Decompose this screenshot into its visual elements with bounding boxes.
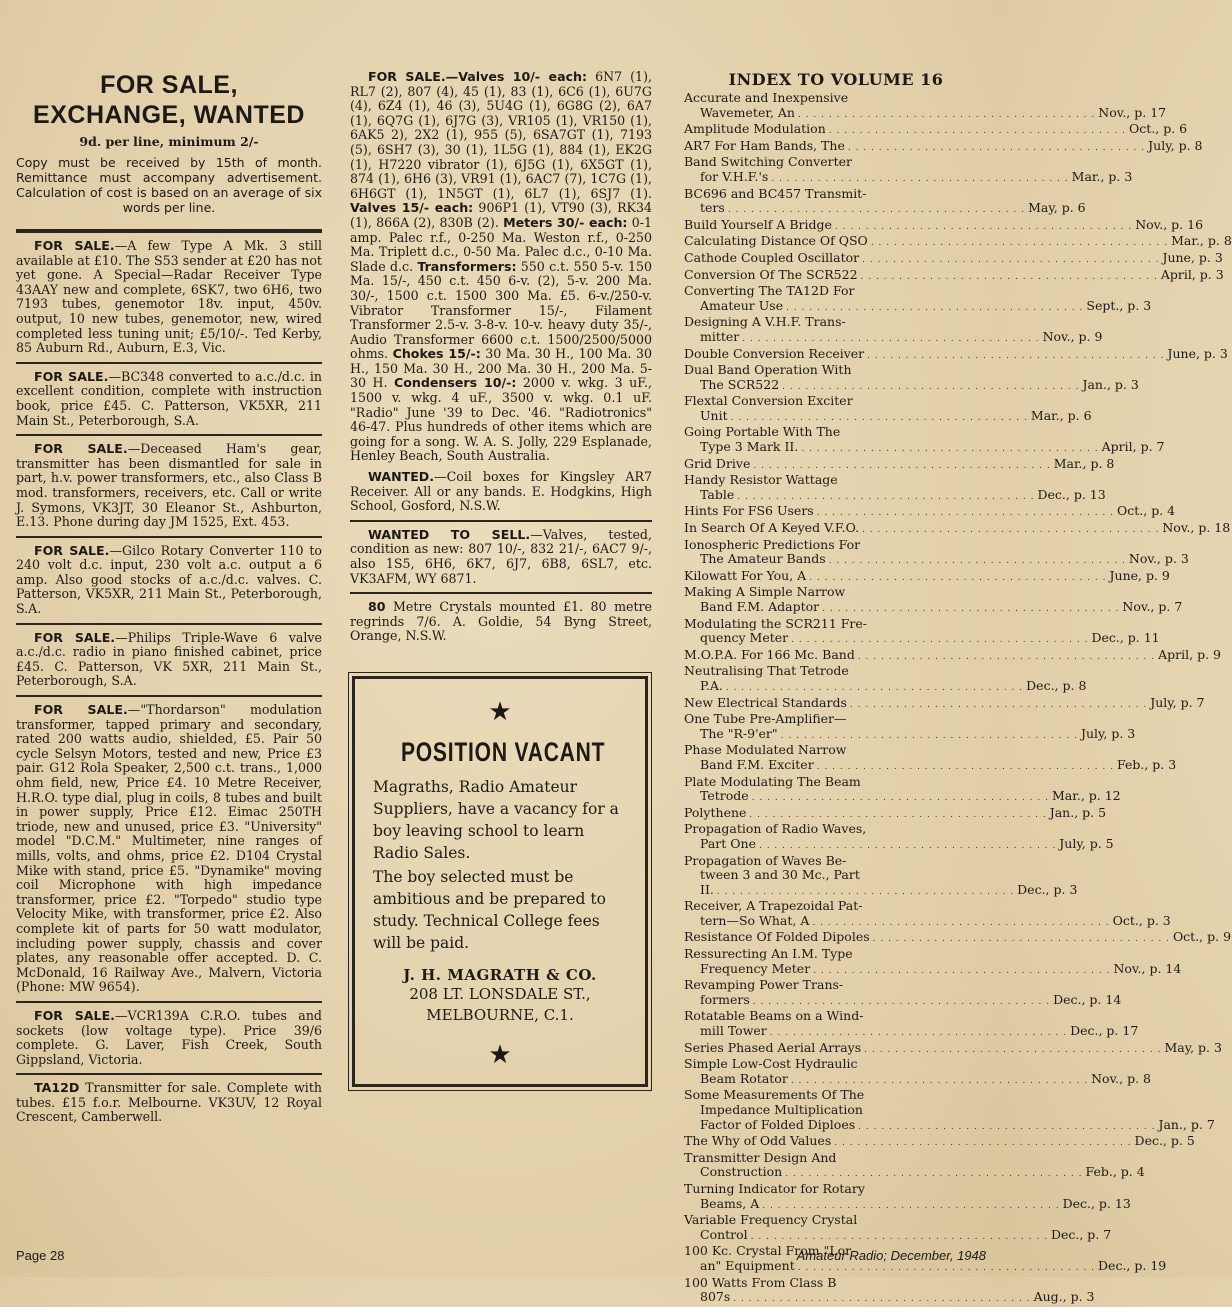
star-icon: ★: [488, 1039, 512, 1070]
classified-ad: [350, 470, 652, 520]
classified-ad: [16, 623, 322, 695]
company-address-2: MELBOURNE, C.1.: [426, 1005, 574, 1024]
ad-text: —VCR139A C.R.O. tubes and sockets (low voltage type). Price 39/6 complete. G. Laver, Fish Creek, South Gippsland, Victoria.: [16, 1007, 322, 1067]
entry-ref: Dec., p. 3: [1017, 881, 1078, 897]
heading-line-1: FOR SALE,: [100, 71, 238, 99]
classified-ad: [16, 1001, 322, 1073]
entry-title: The "R-9'er": [700, 725, 778, 741]
entry-ref: Jan., p. 3: [1082, 376, 1139, 392]
entry-title: The Amateur Bands: [700, 551, 826, 567]
entry-title: an" Equipment: [700, 1257, 795, 1273]
ad-text: —"Thordarson" modulation transformer, tapped primary and secondary, rated 200 watts audio, shielded, £5. Pair 50 cycle Selsyn Motors, tested and new, Price £3 pair. G12 Rola Speaker, 2,500 c.t. trans., 1,000 ohm field, new, Price £4. 10 Metre Receiver, H.R.O. type dial, plug in coils, 8 tubes and built in power supply, Price £12. Eimac 250TH triode, new and unused, price £3. "University" model "D.C.M." Multimeter, nine ranges of mills, volts, and ohms, price £2. D104 Crystal Mike with stand, price £5. "Dynamike" moving coil Microphone with high impedance transformer, price £2. "Torpedo" studio type Velocity Mike, with transformer, price £2. Also complete kit of parts for 50 watt modulator, including power supply, chassis and cover plates, any reasonable offer accepted. D. C. McDonald, 16 Railway Ave., Malvern, Victoria (Phone: MW 9654).: [16, 702, 322, 995]
entry-title: Band Switching Converter: [684, 154, 852, 170]
index-entry: [684, 283, 1152, 315]
leader-dots: [817, 506, 1114, 521]
index-entry: [684, 121, 1188, 139]
entry-title: Dual Band Operation With: [684, 362, 852, 378]
ad-lead: TA12D: [34, 1080, 80, 1096]
index-entry: [684, 362, 1139, 394]
entry-title: Designing A V.H.F. Trans-: [684, 314, 846, 330]
leader-dots: [791, 1074, 1088, 1089]
company-address-1: 208 LT. LONSDALE ST.,: [409, 984, 591, 1003]
classified-ad: [350, 520, 652, 592]
index-entry: [684, 345, 1228, 364]
leader-dots: [858, 1120, 1155, 1135]
entry-ref: Nov., p. 17: [1098, 104, 1167, 120]
entry-title: Grid Drive: [684, 455, 751, 471]
entry-title: Impedance Multiplication: [700, 1102, 863, 1117]
leader-dots: [834, 1136, 1131, 1151]
entry-title: Neutralising That Tetrode: [684, 663, 849, 679]
ads-list: [16, 233, 322, 1131]
leader-dots: [848, 141, 1145, 156]
index-entry: [684, 852, 1078, 900]
entry-title: Polythene: [684, 804, 747, 820]
entry-title: Construction: [700, 1164, 783, 1180]
entry-ref: June, p. 3: [1162, 249, 1223, 265]
ad-text: 2000 v. wkg. 3 uF., 1500 v. wkg. 4 uF., 3500 v. wkg. 0.1 uF. "Radio" June '39 to Dec. '46. "Radiotronics" 46-47. Plus hundreds of other items which are going for a song. W. A. S. Jolly, 229 Esplanade, Henley Beach, South Australia.: [350, 375, 652, 464]
entry-title: Handy Resistor Wattage: [684, 472, 838, 488]
entry-title: Amplitude Modulation: [684, 121, 826, 137]
index-entry: [684, 1212, 1112, 1244]
position-vacant-box: [352, 676, 648, 1087]
index-entry: [684, 584, 1183, 616]
ad-lead: FOR SALE.: [34, 441, 128, 457]
classified-ad: [16, 434, 322, 536]
entry-title: Build Yourself A Bridge: [684, 216, 832, 232]
index-entry: [684, 1008, 1139, 1040]
entry-title: 100 Watts From Class B: [684, 1274, 837, 1290]
rate-line: 9d. per line, minimum 2/-: [79, 134, 259, 149]
ad-text: 550 c.t. 550 5-v. 150 Ma. 15/-, 450 c.t. 450 6-v. (2), 5-v. 200 Ma. 30/-, 1500 c.t. 1500 300 Ma. £5. 6-v./250-v. Vibrator Transformer 15/-, Filament Transformer 2.5-v. 3-8-v. 10-v. heavy duty 35/-, Audio Transformer 6600 c.t. 1500/2500/5000 ohms.: [350, 258, 653, 362]
entry-ref: Oct., p. 4: [1117, 503, 1176, 519]
ad-subhead: Meters 30/- each:: [503, 214, 628, 230]
index-entry: [684, 90, 1167, 122]
index-entry: [684, 977, 1122, 1009]
entry-title: Rotatable Beams on a Wind-: [684, 1008, 864, 1024]
entry-title: In Search Of A Keyed V.F.O.: [684, 520, 860, 536]
entry-ref: Jan., p. 5: [1049, 804, 1107, 820]
entry-ref: Dec., p. 14: [1053, 991, 1122, 1007]
entry-title: Band F.M. Adaptor: [700, 599, 820, 614]
index-entry: [684, 663, 1087, 695]
leader-dots: [770, 1026, 1067, 1041]
entry-ref: Nov., p. 7: [1122, 599, 1183, 614]
entry-ref: Aug., p. 3: [1033, 1289, 1095, 1305]
entry-title: Double Conversion Receiver: [684, 345, 865, 361]
ad-text: —Philips Triple-Wave 6 valve a.c./d.c. radio in piano finished cabinet, price £45. C. Patterson, VK 5XR, 211 Main St., Peterborough, S.A.: [16, 629, 322, 689]
entry-title: Accurate and Inexpensive: [684, 90, 849, 105]
pv-paragraph: Magraths, Radio Amateur Suppliers, have a vacancy for a boy leaving school to learn Radio Sales.: [373, 777, 619, 862]
leader-dots: [726, 681, 1023, 696]
index-entry: [684, 1133, 1195, 1151]
entry-title: Propagation of Radio Waves,: [684, 821, 867, 837]
leader-dots: [850, 698, 1147, 713]
entry-title: Receiver, A Trapezoidal Pat-: [684, 898, 863, 914]
ad-text: 6N7 (1), RL7 (2), 807 (4), 45 (1), 83 (1), 6C6 (1), 6U7G (4), 6Z4 (1), 46 (3), 5U4G (1), 6G8G (2), 6A7 (1), 6Q7G (1), 6J7G (3), VR105 (1), VR150 (1), 6AK5 2), 2X2 (1), 955 (5), 6SA7GT (1), 7193 (5), 6SH7 (3), 30 (1), 1L5G (1), 884 (1), EK2G (1), H7220 vibrator (1), 6J5G (1), 6X5GT (1), 874 (1), 6H6 (3), VR91 (1), 6AC7 (7), 1C7G (1), 6H6GT (1), 1N5GT (1), 6L7 (1), 6SJ7 (1).: [350, 69, 652, 201]
ad-lead: WANTED TO SELL.: [368, 526, 531, 542]
entry-title: Variable Frequency Crystal: [684, 1212, 858, 1228]
entry-ref: July, p. 7: [1150, 694, 1205, 710]
index-heading: INDEX TO VOLUME 16: [728, 70, 944, 89]
entry-ref: Oct., p. 9: [1172, 929, 1232, 945]
entry-title: Table: [700, 486, 735, 502]
ad-text: 906P1 (1), VT90 (3), RK34 (1), 866A (2), 830B (2).: [350, 200, 652, 230]
ad-subhead: Chokes 15/-:: [392, 346, 481, 362]
entry-ref: Dec., p. 19: [1098, 1257, 1167, 1273]
ad-text: —Coil boxes for Kingsley AR7 Receiver. All or any bands. E. Hodgkins, High School, Gosford, N.S.W.: [350, 469, 652, 514]
leader-dots: [737, 490, 1034, 505]
ad-subhead: Valves 15/- each:: [350, 200, 474, 216]
entry-title: II.: [700, 881, 714, 897]
index-entry: [684, 266, 1224, 285]
leader-dots: [728, 203, 1025, 218]
entry-title: Phase Modulated Narrow: [684, 742, 847, 758]
index-entry: [684, 137, 1203, 156]
ad-text: —BC348 converted to a.c./d.c. in excellent condition, complete with instruction book, price £45. C. Patterson, VK5XR, 211 Main St., Peterborough, S.A.: [16, 368, 322, 428]
leader-dots: [862, 523, 1159, 538]
entry-ref: June, p. 9: [1109, 567, 1170, 583]
entry-ref: Dec., p. 7: [1050, 1226, 1112, 1242]
entry-ref: Nov., p. 3: [1128, 551, 1189, 567]
entry-ref: Dec., p. 17: [1070, 1023, 1139, 1039]
index-entry: [684, 536, 1189, 569]
entry-title: One Tube Pre-Amplifier—: [684, 711, 847, 727]
entry-ref: Oct., p. 6: [1129, 121, 1188, 137]
entry-ref: Jan., p. 7: [1158, 1116, 1215, 1132]
entry-ref: Nov., p. 9: [1042, 328, 1103, 344]
ad-text: Transmitter for sale. Complete with tubes. £15 f.o.r. Melbourne. VK3UV, 12 Royal Crescent, Camberwell.: [16, 1080, 322, 1125]
index-entry: [684, 1149, 1145, 1182]
entry-title: Cathode Coupled Oscillator: [684, 249, 860, 265]
leader-dots: [801, 442, 1098, 457]
entry-title: P.A.: [700, 677, 723, 693]
entry-title: Going Portable With The: [684, 424, 841, 440]
leader-dots: [798, 1261, 1095, 1276]
ads-list: [350, 470, 652, 650]
entry-ref: July, p. 8: [1148, 137, 1203, 153]
entry-title: M.O.P.A. For 166 Mc. Band: [684, 646, 855, 662]
entry-title: Some Measurements Of The: [684, 1087, 865, 1103]
leader-dots: [791, 633, 1088, 648]
leader-dots: [762, 1199, 1059, 1214]
ad-text: —Valves, tested, condition as new: 807 10/-, 832 21/-, 6AC7 9/-, also 1S5, 6H6, 6K7, 6J7, 6B8, 6SL7, etc. VK3AFM, WY 6871.: [350, 526, 652, 586]
position-vacant-title: POSITION VACANT: [400, 736, 606, 767]
entry-ref: Dec., p. 5: [1134, 1133, 1195, 1149]
index-entry: [684, 946, 1182, 978]
entry-title: Propagation of Waves Be-: [684, 852, 847, 868]
ad-lead: FOR SALE.: [34, 629, 116, 645]
intro-text: Copy must be received by 15th of month. Remittance must accompany advertisement. Calculation of cost is based on an average of six words per line.: [16, 155, 322, 215]
index-entry: [684, 1274, 1095, 1307]
leader-dots: [782, 380, 1079, 395]
leader-dots: [829, 554, 1126, 569]
pv-paragraph: The boy selected must be ambitious and be prepared to study. Technical College fees will be paid.: [373, 867, 606, 952]
entry-title: for V.H.F.'s: [700, 168, 769, 184]
ad-text: —A few Type A Mk. 3 still available at £10. The S53 sender at £20 has not yet gone. A Special—Radar Receiver Type 43AAY new and complete, 6SK7, two 6H6, two 7193 tubes, genemotor 18v. input, 450v. output, 10 new tubes, genemotor, new, wired completed less tuning unit; £5/10/-. Ted Kerby, 85 Auburn Rd., Auburn, E.3, Vic.: [16, 238, 323, 356]
classified-ad: [16, 233, 322, 362]
entry-ref: Mar., p. 6: [1030, 407, 1092, 423]
leader-dots: [751, 1230, 1048, 1245]
classified-ad: [16, 362, 322, 434]
publication-line: Amateur Radio; December, 1948: [796, 1248, 986, 1263]
index-entry: [684, 314, 1103, 346]
index-list: [684, 90, 1232, 1307]
leader-dots: [873, 932, 1170, 947]
entry-title: Making A Simple Narrow: [684, 584, 846, 600]
index-entry: [684, 520, 1231, 538]
leader-dots: [864, 1043, 1161, 1058]
entry-title: Revamping Power Trans-: [684, 977, 844, 993]
entry-title: New Electrical Standards: [684, 694, 847, 710]
index-entry: [684, 929, 1232, 947]
entry-title: Beams, A: [700, 1195, 760, 1211]
ad-lead: FOR SALE.: [34, 368, 109, 384]
ad-lead: FOR SALE.: [34, 542, 110, 558]
index-entry: [684, 154, 1133, 186]
leader-dots: [822, 602, 1119, 617]
entry-title: Wavemeter, An: [700, 104, 795, 120]
index-entry: [684, 646, 1221, 665]
classifieds-column-1: [16, 0, 322, 1131]
ad-text: 0-1 amp. Palec r.f., 0-250 Ma. Weston r.f., 0-250 Ma. Triplett d.c., 0-50 Ma. Palec d.c., 0-10 Ma. Slade d.c.: [350, 214, 652, 274]
entry-ref: Mar., p. 3: [1071, 168, 1133, 184]
ad-text: Metre Crystals mounted £1. 80 metre regrinds 7/6. A. Goldie, 54 Byng Street, Orange, N.S.W.: [350, 599, 652, 644]
ad-lead: WANTED.: [368, 469, 435, 485]
classified-ad: [350, 592, 652, 650]
leader-dots: [733, 1292, 1030, 1307]
entry-title: Ressurecting An I.M. Type: [684, 946, 853, 962]
entry-title: Tetrode: [700, 788, 749, 804]
index-entry: [684, 615, 1160, 648]
entry-title: ters: [700, 200, 725, 216]
ad-lead: FOR SALE.: [34, 238, 115, 253]
leader-dots: [809, 571, 1106, 586]
entry-title: Plate Modulating The Beam: [684, 773, 861, 789]
classified-ad: [16, 536, 322, 623]
index-entry: [684, 233, 1232, 251]
entry-title: Frequency Meter: [700, 960, 811, 976]
leader-dots: [771, 172, 1068, 187]
entry-title: Converting The TA12D For: [684, 283, 855, 299]
star-icon: ★: [488, 696, 512, 727]
entry-ref: Nov., p. 16: [1135, 216, 1204, 232]
index-entry: [684, 249, 1223, 268]
entry-ref: Sept., p. 3: [1086, 297, 1152, 313]
leader-dots: [798, 108, 1095, 123]
entry-title: Control: [700, 1226, 748, 1242]
entry-ref: Dec., p. 13: [1037, 486, 1106, 502]
entry-title: Band F.M. Exciter: [700, 756, 814, 772]
ad-text: —Gilco Rotary Converter 110 to 240 volt d.c. input, 230 volt a.c. output a 6 amp. Also good stocks of a.c./d.c. valves. C. Patterson, VK5XR, 211 Main St., Peterborough, S.A.: [16, 542, 322, 617]
entry-ref: Mar., p. 8: [1053, 455, 1115, 471]
entry-ref: July, p. 3: [1080, 725, 1136, 741]
entry-title: tween 3 and 30 Mc., Part: [700, 867, 860, 883]
page-number: Page 28: [16, 1248, 65, 1263]
entry-ref: Mar., p. 12: [1052, 788, 1121, 804]
entry-ref: Feb., p. 3: [1116, 756, 1177, 772]
index-entry: [684, 472, 1106, 504]
leader-dots: [862, 253, 1159, 268]
leader-dots: [829, 124, 1126, 139]
leader-dots: [812, 916, 1109, 931]
entry-ref: Mar., p. 8: [1171, 233, 1232, 249]
entry-ref: Nov., p. 14: [1113, 960, 1182, 976]
entry-ref: Feb., p. 4: [1085, 1164, 1145, 1180]
index-entry: [684, 393, 1092, 425]
index-entry: [684, 742, 1177, 774]
entry-title: mill Tower: [700, 1023, 767, 1039]
entry-title: Beam Rotator: [700, 1070, 788, 1086]
entry-ref: Dec., p. 13: [1062, 1195, 1131, 1211]
entry-title: Ionospheric Predictions For: [684, 536, 861, 552]
entry-title: Flextal Conversion Exciter: [684, 393, 853, 409]
leader-dots: [753, 459, 1050, 474]
section-heading: [16, 70, 322, 130]
entry-ref: May, p. 3: [1164, 1039, 1222, 1055]
entry-ref: Dec., p. 11: [1091, 630, 1160, 646]
ad-lead: FOR SALE.: [34, 702, 128, 718]
index-entry: [684, 185, 1086, 218]
entry-title: Conversion Of The SCR522: [684, 266, 858, 282]
entry-title: Calculating Distance Of QSO: [684, 233, 868, 249]
leader-dots: [717, 885, 1014, 900]
entry-title: Transmitter Design And: [684, 1149, 837, 1165]
leader-dots: [817, 760, 1114, 775]
valves-ad: [350, 70, 652, 470]
ad-subhead: Transformers:: [417, 258, 517, 274]
index-entry: [684, 821, 1114, 853]
leader-dots: [785, 1167, 1082, 1182]
index-entry: [684, 694, 1205, 713]
index-entry: [684, 1087, 1215, 1134]
position-vacant-text: [373, 776, 627, 954]
leader-dots: [752, 791, 1049, 806]
company-name: J. H. MAGRATH & CO.: [403, 965, 597, 984]
entry-title: Factor of Folded Diploes: [700, 1116, 856, 1132]
entry-title: Type 3 Mark II.: [700, 439, 799, 455]
index-entry: [684, 424, 1165, 456]
entry-title: 807s: [700, 1289, 731, 1305]
entry-title: Turning Indicator for Rotary: [684, 1180, 865, 1196]
index-entry: [684, 898, 1171, 930]
entry-title: formers: [700, 991, 750, 1007]
ad-text: 30 Ma. 30 H., 100 Ma. 30 H., 150 Ma. 30 H., 200 Ma. 30 H., 200 Ma. 5-30 H.: [350, 346, 652, 391]
entry-title: Simple Low-Cost Hydraulic: [684, 1056, 858, 1072]
heading-line-2: EXCHANGE, WANTED: [33, 101, 305, 129]
leader-dots: [858, 650, 1155, 665]
ad-lead: FOR SALE.—Valves 10/- each:: [368, 69, 588, 84]
entry-ref: April, p. 9: [1158, 646, 1221, 662]
entry-ref: Dec., p. 8: [1026, 677, 1087, 693]
entry-title: mitter: [700, 328, 740, 344]
leader-dots: [867, 349, 1164, 364]
entry-ref: April, p. 3: [1160, 266, 1224, 282]
entry-ref: June, p. 3: [1167, 345, 1228, 361]
index-entry: [684, 216, 1204, 235]
classified-ad: [16, 1073, 322, 1131]
classifieds-column-2: [350, 0, 652, 1087]
index-entry: [684, 1056, 1151, 1088]
leader-dots: [813, 964, 1110, 979]
ad-lead: 80: [368, 599, 386, 615]
entry-title: Amateur Use: [700, 297, 784, 313]
entry-ref: Nov., p. 18: [1162, 520, 1231, 536]
leader-dots: [759, 839, 1056, 854]
entry-title: quency Meter: [700, 630, 789, 646]
ad-subhead: Condensers 10/-:: [394, 375, 517, 391]
leader-dots: [786, 301, 1083, 316]
leader-dots: [861, 270, 1158, 285]
entry-title: Hints For FS6 Users: [684, 503, 814, 519]
entry-title: AR7 For Ham Bands, The: [684, 137, 845, 153]
classified-ad: [16, 695, 322, 1001]
leader-dots: [749, 808, 1046, 823]
leader-dots: [731, 411, 1028, 426]
entry-ref: Nov., p. 8: [1091, 1070, 1151, 1086]
entry-ref: July, p. 5: [1059, 835, 1114, 851]
index-column: [684, 0, 1232, 1307]
entry-title: Resistance Of Folded Dipoles: [684, 929, 870, 945]
leader-dots: [871, 236, 1168, 251]
entry-ref: April, p. 7: [1101, 439, 1165, 455]
index-entry: [684, 567, 1170, 586]
entry-ref: May, p. 6: [1028, 200, 1086, 216]
leader-dots: [781, 729, 1078, 744]
entry-title: 100 Kc. Crystal From "Lor-: [684, 1243, 856, 1259]
entry-title: tern—So What, A: [700, 912, 810, 928]
leader-dots: [835, 220, 1132, 235]
index-entry: [684, 1180, 1131, 1213]
entry-title: The SCR522: [700, 376, 780, 392]
index-entry: [684, 804, 1107, 823]
entry-ref: Oct., p. 3: [1112, 912, 1171, 928]
index-entry: [684, 711, 1136, 743]
ad-text: —Deceased Ham's gear, transmitter has been dismantled for sale in part, h.v. power transformers, etc., also Class B mod. transformers, receivers, etc. Call or write J. Symons, VK3JT, 30 Eleanor St., Ashburton, E.13. Phone during day JM 1525, Ext. 453.: [16, 441, 322, 530]
entry-title: Series Phased Aerial Arrays: [684, 1039, 862, 1055]
index-entry: [684, 503, 1176, 521]
index-entry: [684, 1039, 1222, 1058]
index-entry: [684, 773, 1121, 806]
index-entry: [684, 455, 1115, 474]
ad-lead: FOR SALE.: [34, 1007, 115, 1023]
entry-title: BC696 and BC457 Transmit-: [684, 185, 867, 201]
leader-dots: [753, 995, 1050, 1010]
leader-dots: [742, 332, 1039, 347]
entry-title: The Why of Odd Values: [684, 1133, 832, 1149]
entry-title: Unit: [700, 407, 728, 423]
entry-title: Part One: [700, 835, 756, 851]
entry-title: Kilowatt For You, A: [684, 567, 807, 583]
entry-title: Modulating the SCR211 Fre-: [684, 615, 867, 631]
